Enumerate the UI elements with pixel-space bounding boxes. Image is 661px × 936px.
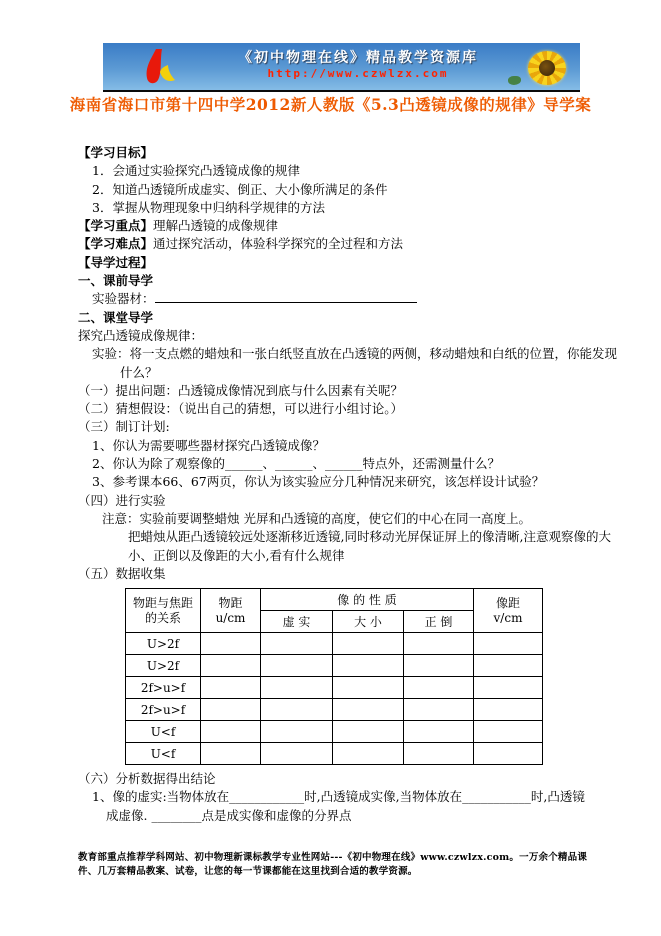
document-title: 海南省海口市第十四中学2012新人教版《5.3凸透镜成像的规律》导学案: [69, 95, 592, 114]
table-row: [126, 721, 543, 743]
table-cell: [261, 633, 333, 655]
plan-item: 2、你认为除了观察像的______、______、______特点外，还需测量什么？: [92, 456, 500, 472]
table-cell: [474, 721, 543, 743]
table-header-virtual-real: 虚 实: [261, 611, 333, 633]
table-cell: [474, 743, 543, 765]
site-title: 《初中物理在线》精品教学资源库: [238, 50, 478, 66]
table-cell: [404, 655, 474, 677]
leaf-icon: [508, 76, 521, 85]
table-cell: [261, 677, 333, 699]
experiment-intro-cont: 什么？: [120, 364, 158, 380]
step-data-collection: （五）数据收集: [78, 565, 166, 581]
table-cell: [404, 743, 474, 765]
table-row: [126, 699, 543, 721]
table-header-image-distance: 像距 v/cm: [474, 589, 543, 633]
table-cell: [261, 699, 333, 721]
pre-class-heading: 一、课前导学: [78, 273, 154, 289]
table-row: [126, 655, 543, 677]
relation-cell: U>2f: [126, 633, 201, 655]
site-banner: [103, 43, 580, 92]
difficulty-label: 【学习难点】: [78, 236, 154, 252]
step-plan: （三）制订计划:: [78, 419, 170, 435]
table-cell: [333, 633, 404, 655]
site-url[interactable]: http://www.czwlzx.com: [267, 67, 449, 80]
table-cell: [201, 633, 261, 655]
sunflower-icon: [524, 51, 568, 87]
document-body: [78, 144, 618, 825]
experiment-intro: 实验：将一支点燃的蜡烛和一张白纸竖直放在凸透镜的两侧，移动蜡烛和白纸的位置，你能发现: [92, 346, 618, 362]
table-row: [126, 633, 543, 655]
table-cell: [261, 743, 333, 765]
table-header-image-properties: 像 的 性 质: [261, 589, 474, 611]
goal-item: 3．掌握从物理现象中归纳科学规律的方法: [92, 199, 325, 215]
site-logo-icon: [137, 47, 183, 87]
key-point-label: 【学习重点】: [78, 218, 154, 234]
difficulty-text: 通过探究活动，体验科学探究的全过程和方法: [153, 236, 404, 252]
relation-cell: 2f>u>f: [126, 699, 201, 721]
table-cell: [333, 699, 404, 721]
key-point-text: 理解凸透镜的成像规律: [153, 218, 279, 234]
footer-note: 教育部重点推荐学科网站、初中物理新课标教学专业性网站---《初中物理在线》www.czwlzx.com。一万余个精品课件、几万套精品教案、试卷，让您的每一节课都能在这里找到合适的教学资源。: [78, 852, 588, 877]
table-cell: [474, 655, 543, 677]
process-heading: 【导学过程】: [78, 254, 154, 270]
table-cell: [201, 721, 261, 743]
in-class-heading: 二、课堂导学: [78, 309, 154, 325]
table-cell: [333, 655, 404, 677]
goal-item: 1．会通过实验探究凸透镜成像的规律: [92, 163, 300, 179]
plan-item: 1、你认为需要哪些器材探究凸透镜成像？: [92, 437, 325, 453]
data-collection-table: [125, 588, 543, 765]
equipment-label: 实验器材：: [92, 291, 155, 307]
table-cell: [201, 699, 261, 721]
table-row: [126, 677, 543, 699]
relation-cell: 2f>u>f: [126, 677, 201, 699]
table-cell: [404, 721, 474, 743]
relation-cell: U<f: [126, 743, 201, 765]
key-point-line: [78, 217, 608, 235]
table-cell: [201, 743, 261, 765]
experiment-note: 注意：实验前要调整蜡烛 光屏和凸透镜的高度，使它们的中心在同一高度上。: [102, 510, 531, 526]
conclusion-line: 1、像的虚实:当物体放在____________时,凸透镜成实像,当物体放在___________时,凸透镜: [92, 789, 585, 805]
table-cell: [474, 699, 543, 721]
table-cell: [333, 743, 404, 765]
goal-item: 2．知道凸透镜所成虚实、倒正、大小像所满足的条件: [92, 181, 388, 197]
table-cell: [333, 677, 404, 699]
difficulty-line: [78, 235, 608, 253]
experiment-note-cont: 小、正倒以及像距的大小,看有什么规律: [128, 547, 345, 563]
step-analysis: （六）分析数据得出结论: [78, 771, 216, 787]
table-header-object-distance: 物距 u/cm: [201, 589, 261, 633]
relation-cell: U<f: [126, 721, 201, 743]
equipment-line: [78, 290, 608, 308]
equipment-blank: [155, 290, 417, 303]
table-cell: [404, 633, 474, 655]
conclusion-line-cont: 成虚像. ________点是成实像和虚像的分界点: [106, 807, 352, 823]
table-row: [126, 743, 543, 765]
goals-heading: 【学习目标】: [78, 145, 154, 160]
table-cell: [474, 677, 543, 699]
table-header-orientation: 正 倒: [404, 611, 474, 633]
table-cell: [261, 655, 333, 677]
table-cell: [404, 677, 474, 699]
step-experiment: （四）进行实验: [78, 492, 166, 508]
table-cell: [201, 655, 261, 677]
table-cell: [474, 633, 543, 655]
table-cell: [201, 677, 261, 699]
table-cell: [404, 699, 474, 721]
explore-title: 探究凸透镜成像规律：: [78, 327, 204, 343]
step-hypothesis: （二）猜想假设：（说出自己的猜想，可以进行小组讨论。）: [78, 401, 404, 417]
banner-text-block: [223, 47, 493, 80]
table-header-relation: 物距与焦距 的关系: [126, 589, 201, 633]
table-cell: [261, 721, 333, 743]
plan-item: 3、参考课本66、67两页，你认为该实验应分几种情况来研究，该怎样设计试验？: [92, 474, 545, 490]
relation-cell: U>2f: [126, 655, 201, 677]
table-cell: [333, 721, 404, 743]
step-question: （一）提出问题：凸透镜成像情况到底与什么因素有关呢？: [78, 382, 404, 398]
table-header-size: 大 小: [333, 611, 404, 633]
experiment-note-cont: 把蜡烛从距凸透镜较远处逐渐移近透镜,同时移动光屏保证屏上的像清晰,注意观察像的大: [128, 529, 611, 545]
